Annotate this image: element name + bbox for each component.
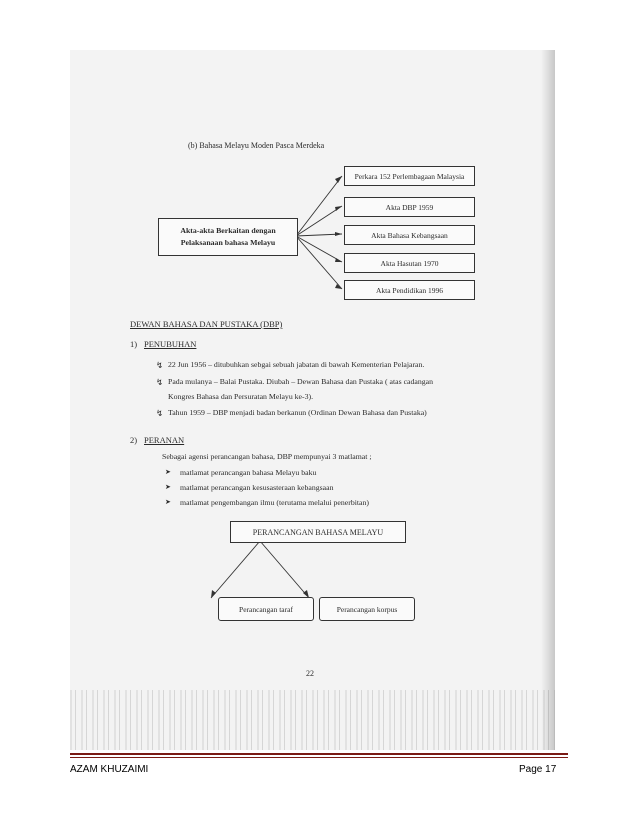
penubuhan-number: 1) <box>130 339 138 349</box>
perancangan-taraf-box: Perancangan taraf <box>218 597 314 621</box>
footer-rule-thin <box>70 757 568 758</box>
penubuhan-item-2-cont: Kongres Bahasa dan Persuratan Melayu ke-3). <box>168 392 314 401</box>
arrowhead-bullet-icon: ➤ <box>165 498 171 506</box>
act-box-pendidikan1996: Akta Pendidikan 1996 <box>344 280 475 300</box>
acts-main-box <box>158 218 298 256</box>
peranan-heading: PERANAN <box>144 435 185 445</box>
peranan-item-3: matlamat pengembangan ilmu (terutama melalui penerbitan) <box>180 498 370 507</box>
perancangan-box: PERANCANGAN BAHASA MELAYU <box>230 521 406 543</box>
acts-main-line2: Pelaksanaan bahasa Melayu <box>180 238 276 247</box>
penubuhan-heading: PENUBUHAN <box>144 339 197 349</box>
act-box-perkara152: Perkara 152 Perlembagaan Malaysia <box>344 166 475 186</box>
penubuhan-item-2: Pada mulanya – Balai Pustaka. Diubah – Dewan Bahasa dan Pustaka ( atas cadangan <box>168 377 434 386</box>
penubuhan-item-3: Tahun 1959 – DBP menjadi badan berkanun (Ordinan Dewan Bahasa dan Pustaka) <box>168 408 427 417</box>
section-title: (b) Bahasa Melayu Moden Pasca Merdeka <box>188 141 325 150</box>
peranan-item-1: matlamat perancangan bahasa Melayu baku <box>180 468 317 477</box>
penubuhan-item-1: 22 Jun 1956 – ditubuhkan sebgai sebuah jabatan di bawah Kementerian Pelajaran. <box>168 360 425 369</box>
acts-main-line1: Akta-akta Berkaitan dengan <box>180 225 276 235</box>
perancangan-korpus-box: Perancangan korpus <box>319 597 415 621</box>
dbp-heading: DEWAN BAHASA DAN PUSTAKA (DBP) <box>130 319 283 329</box>
act-box-hasutan1970: Akta Hasutan 1970 <box>344 253 475 273</box>
peranan-intro: Sebagai agensi perancangan bahasa, DBP mempunyai 3 matlamat ; <box>162 452 372 461</box>
act-box-bahasa-kebangsaan: Akta Bahasa Kebangsaan <box>344 225 475 245</box>
peranan-number: 2) <box>130 435 138 445</box>
scanned-page <box>70 50 555 750</box>
bullet-icon: ↯ <box>156 360 164 370</box>
scan-page-number: 22 <box>306 669 314 678</box>
act-box-dbp1959: Akta DBP 1959 <box>344 197 475 217</box>
peranan-item-2: matlamat perancangan kesusasteraan kebangsaan <box>180 483 334 492</box>
footer-page: Page 17 <box>519 764 557 775</box>
footer-author: AZAM KHUZAIMI <box>70 764 149 775</box>
arrowhead-bullet-icon: ➤ <box>165 468 171 476</box>
bullet-icon: ↯ <box>156 377 164 387</box>
arrowhead-bullet-icon: ➤ <box>165 483 171 491</box>
footer-rule <box>70 753 568 755</box>
bullet-icon: ↯ <box>156 408 164 418</box>
